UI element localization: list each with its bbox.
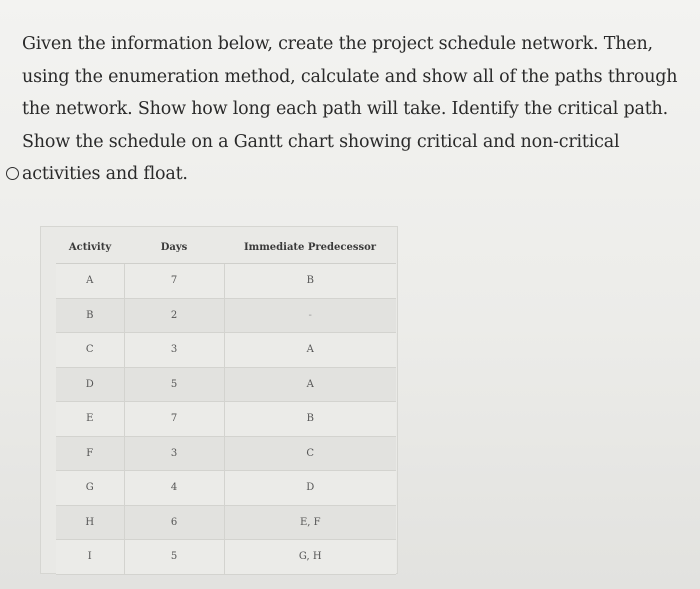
cell-days: 7 [124,402,224,437]
table-header-row [56,231,396,264]
cell-activity: G [56,471,124,506]
cell-days: 3 [124,333,224,368]
header-days: Days [124,231,224,264]
cell-activity: D [56,367,124,402]
cell-days: 4 [124,471,224,506]
header-immediate-predecessor: Immediate Predecessor [224,231,396,264]
table-row [56,264,396,299]
table-row [56,540,396,575]
cell-days: 7 [124,264,224,299]
cell-predecessor: B [224,264,396,299]
cell-days: 5 [124,367,224,402]
table-row [56,471,396,506]
cell-activity: F [56,436,124,471]
table-row [56,333,396,368]
cell-predecessor: E, F [224,505,396,540]
cell-predecessor: - [224,298,396,333]
cell-days: 3 [124,436,224,471]
schedule-table-image [40,226,398,574]
cell-predecessor: B [224,402,396,437]
cell-predecessor: D [224,471,396,506]
cell-activity: E [56,402,124,437]
schedule-table [56,231,396,575]
cell-days: 2 [124,298,224,333]
table-row [56,367,396,402]
table-row [56,436,396,471]
cell-predecessor: A [224,333,396,368]
cell-activity: B [56,298,124,333]
table-row [56,505,396,540]
answer-radio-button[interactable] [6,167,19,180]
cell-activity: I [56,540,124,575]
cell-days: 5 [124,540,224,575]
cell-activity: H [56,505,124,540]
cell-days: 6 [124,505,224,540]
cell-activity: A [56,264,124,299]
cell-predecessor: A [224,367,396,402]
cell-activity: C [56,333,124,368]
table-row [56,402,396,437]
cell-predecessor: C [224,436,396,471]
header-activity: Activity [56,231,124,264]
question-text: Given the information below, create the project schedule network. Then, using the enumeration method, calculate and show all of the paths through the network. Show how long each path will take. Identify the critical path. Show the schedule on a Gantt chart showing critical and non-critical activities and float. [22,34,678,184]
table-row [56,298,396,333]
cell-predecessor: G, H [224,540,396,575]
